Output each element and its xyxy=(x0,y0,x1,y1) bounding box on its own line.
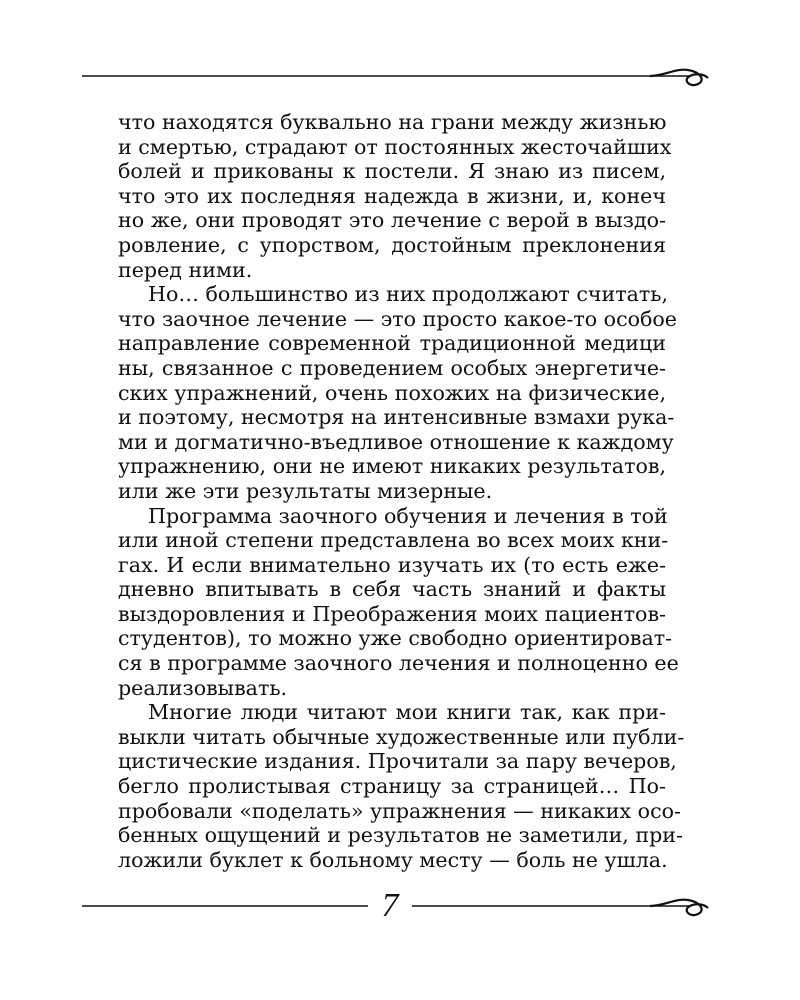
text-line: ны, связанное с проведением особых энергетиче- xyxy=(118,355,666,380)
text-line: бегло пролистывая страницу за страницей… По- xyxy=(118,774,666,799)
text-line: дневно впитывать в себя часть знаний и факты xyxy=(118,577,666,602)
text-line: направление современной традиционной медици xyxy=(118,331,666,356)
text-line: ложили буклет к больному месту — боль не ушла. xyxy=(118,847,668,872)
top-ornamental-rule xyxy=(0,56,800,96)
text-line: что находятся буквально на грани между жизнью xyxy=(118,110,667,134)
paragraph-3 xyxy=(118,503,679,701)
text-line: или же эти результаты мизерные. xyxy=(118,478,493,503)
text-line: цистические издания. Прочитали за пару вечеров, xyxy=(118,749,677,774)
text-line: но же, они проводят это лечение с верой в выздо- xyxy=(118,208,666,233)
text-line: пробовали «поделать» упражнения — никаких осо- xyxy=(118,798,681,823)
paragraph-2 xyxy=(118,282,677,503)
text-line: и смертью, страдают от постоянных жесточайших xyxy=(118,134,672,159)
text-line: студентов), то можно уже свободно ориентироват- xyxy=(118,626,673,651)
text-line: Программа заочного обучения и лечения в той xyxy=(148,503,668,528)
text-line: выкли читать обычные художественные или публи- xyxy=(118,724,685,749)
text-line: Но… большинство из них продолжают считать, xyxy=(148,282,669,307)
text-line: что это их последняя надежда в жизни, и, конеч xyxy=(118,183,666,208)
text-line: что заочное лечение — это просто какое-то особое xyxy=(118,306,677,331)
body-text xyxy=(118,110,685,872)
text-line: Многие люди читают мои книги так, как при- xyxy=(148,700,666,725)
text-line: ся в программе заочного лечения и полноценно ее xyxy=(118,651,679,676)
text-line: перед ними. xyxy=(118,257,253,282)
text-line: или иной степени представлена во всех моих кни- xyxy=(118,528,669,553)
top-rule-flourish-icon xyxy=(0,56,800,96)
text-line: выздоровления и Преображения моих пациентов- xyxy=(118,601,666,626)
paragraph-1 xyxy=(118,110,672,282)
paragraph-4 xyxy=(118,700,685,872)
text-line: ровление, с упорством, достойным преклонения xyxy=(118,232,666,257)
text-line: и поэтому, несмотря на интенсивные взмахи рука- xyxy=(118,405,675,430)
page-number: 7 xyxy=(381,887,399,924)
text-line: ми и догматично-въедливое отношение к каждому xyxy=(118,429,674,454)
text-line: бенных ощущений и результатов не заметили, при- xyxy=(118,823,683,848)
text-line: гах. И если внимательно изучать их (то есть еже- xyxy=(118,552,666,577)
text-line: ских упражнений, очень похожих на физические, xyxy=(118,380,666,405)
text-line: упражнению, они не имеют никаких результатов, xyxy=(118,454,666,479)
text-line: реализовывать. xyxy=(118,675,288,700)
text-line: болей и прикованы к постели. Я знаю из писем, xyxy=(118,159,666,184)
